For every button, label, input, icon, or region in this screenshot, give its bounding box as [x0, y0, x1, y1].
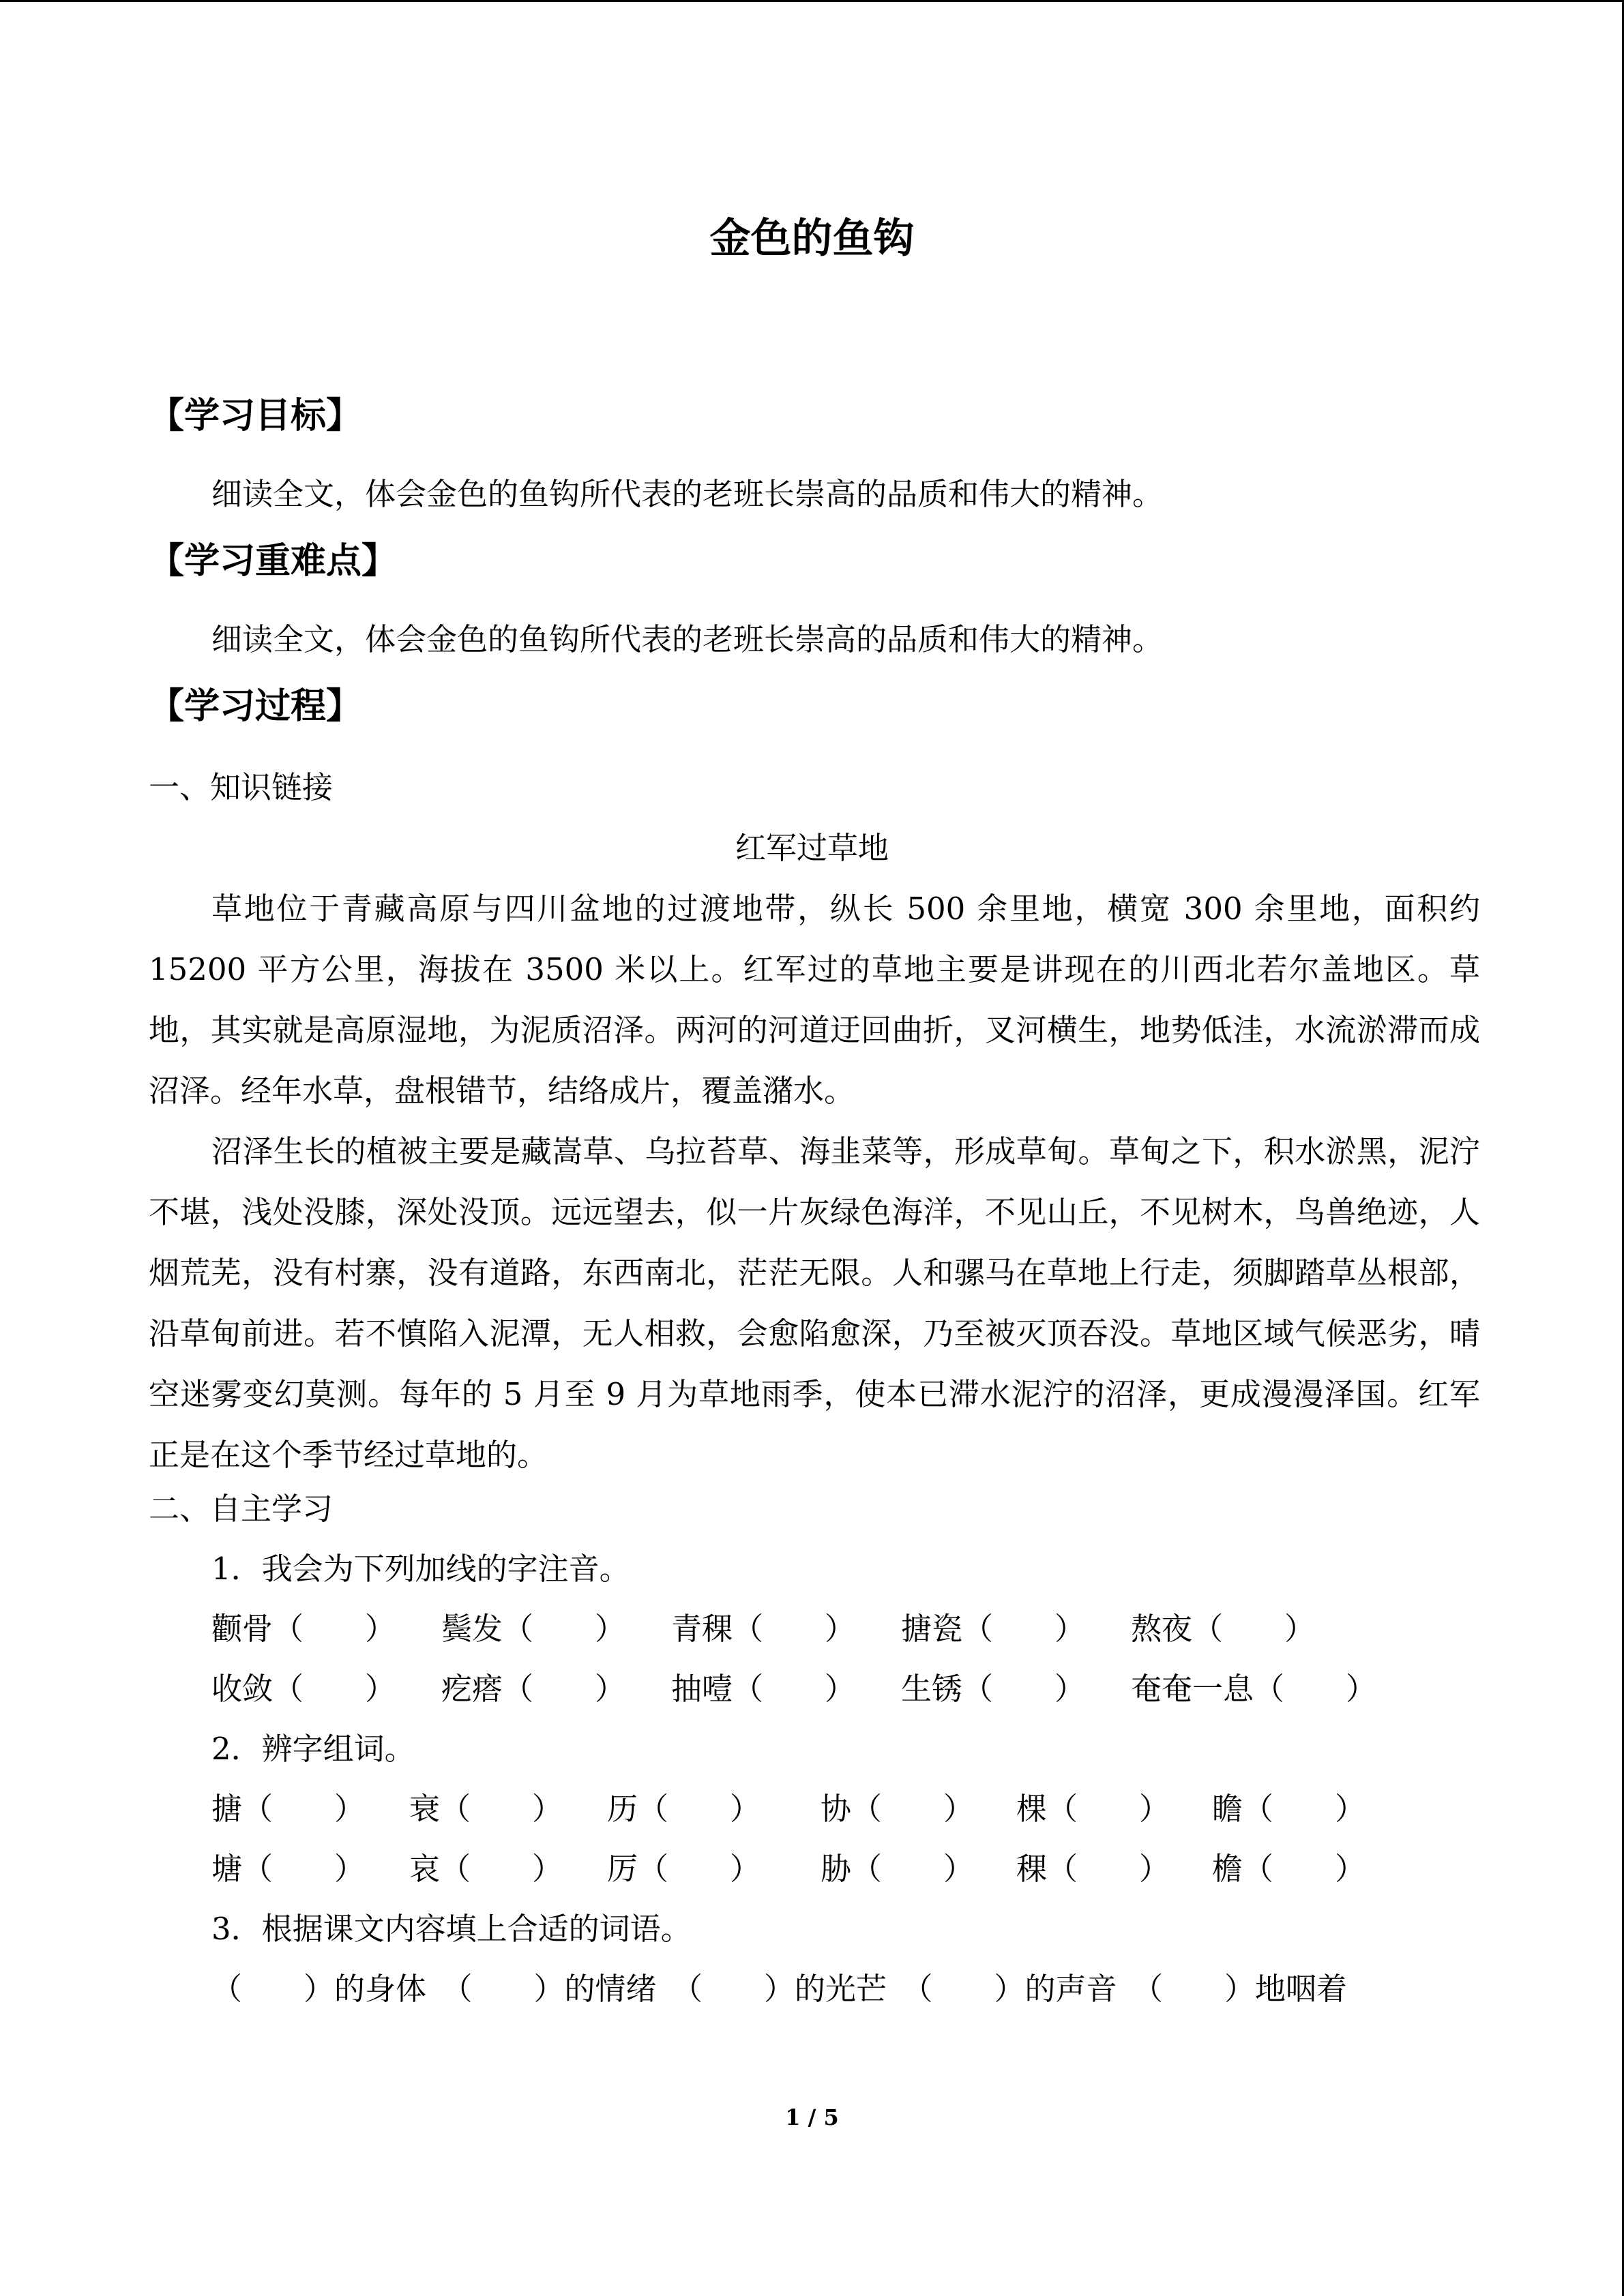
q2-row-1	[211, 1789, 1405, 1830]
section-heading-process: 【学习过程】	[149, 686, 362, 727]
q2-item: 哀（ ）	[409, 1851, 563, 1887]
q2-item: 衰（ ）	[409, 1791, 563, 1827]
q1-item: 奄奄一息（ ）	[1131, 1671, 1377, 1707]
q1-item: 抽噎（ ）	[671, 1671, 856, 1707]
q2-item: 瞻（ ）	[1212, 1791, 1366, 1827]
q2-row-2	[211, 1849, 1405, 1890]
q2-item: 胁（ ）	[821, 1851, 975, 1887]
q1-item: 收敛（ ）	[211, 1671, 396, 1707]
page-title: 金色的鱼钩	[709, 215, 915, 263]
q1-item: 鬓发（ ）	[441, 1611, 626, 1647]
q2-item: 厉（ ）	[607, 1851, 761, 1887]
article-title: 红军过草地	[735, 830, 889, 866]
q1-prompt: 1．我会为下列加线的字注音。	[211, 1551, 630, 1587]
q1-item: 疙瘩（ ）	[441, 1671, 626, 1707]
page-border-top	[0, 0, 1624, 2]
q1-item: 熬夜（ ）	[1131, 1611, 1316, 1647]
q2-item: 历（ ）	[607, 1791, 761, 1827]
q1-row-2	[211, 1669, 1405, 1710]
goal-text: 细读全文，体会金色的鱼钩所代表的老班长崇高的品质和伟大的精神。	[211, 476, 1164, 512]
page-number: 1 / 5	[785, 2104, 839, 2130]
article-paragraph-1: 草地位于青藏高原与四川盆地的过渡地带，纵长 500 余里地，横宽 300 余里地，面积约 15200 平方公里，海拔在 3500 米以上。红军过的草地主要是讲现在的川西北若尔盖地区。草地，其实就是高原湿地，为泥质沼泽。两河的河道迂回曲折，叉河横生，地势低洼，水流淤滞而成沼泽。经年水草，盘根错节，结络成片，覆盖潴水。	[149, 891, 1480, 1109]
q1-item: 青稞（ ）	[671, 1611, 856, 1647]
q2-item: 协（ ）	[821, 1791, 975, 1827]
q3-prompt: 3．根据课文内容填上合适的词语。	[211, 1911, 692, 1947]
part2-label: 二、自主学习	[149, 1491, 334, 1527]
article-paragraph-2: 沼泽生长的植被主要是藏嵩草、乌拉苔草、海韭菜等，形成草甸。草甸之下，积水淤黑，泥泞不堪，浅处没膝，深处没顶。远远望去，似一片灰绿色海洋，不见山丘，不见树木，鸟兽绝迹，人烟荒芜，没有村寨，没有道路，东西南北，茫茫无限。人和骡马在草地上行走，须脚踏草丛根部，沿草甸前进。若不慎陷入泥潭，无人相救，会愈陷愈深，乃至被灭顶吞没。草地区域气候恶劣，晴空迷雾变幻莫测。每年的 5 月至 9 月为草地雨季，使本已滞水泥泞的沼泽，更成漫漫泽国。红军正是在这个季节经过草地的。	[149, 1133, 1480, 1473]
q2-item: 棵（ ）	[1016, 1791, 1170, 1827]
q2-prompt: 2．辨字组词。	[211, 1731, 415, 1767]
section-heading-goal: 【学习目标】	[149, 396, 362, 436]
q1-item: 生锈（ ）	[901, 1671, 1086, 1707]
q2-item: 搪（ ）	[211, 1791, 366, 1827]
key-points-text: 细读全文，体会金色的鱼钩所代表的老班长崇高的品质和伟大的精神。	[211, 621, 1164, 657]
q2-item: 檐（ ）	[1212, 1851, 1366, 1887]
section-heading-key-points: 【学习重难点】	[149, 541, 398, 582]
q1-item: 搪瓷（ ）	[901, 1611, 1086, 1647]
q1-item: 颧骨（ ）	[211, 1611, 396, 1647]
q3-fill-blanks: （ ）的身体 （ ）的情绪 （ ）的光芒 （ ）的声音 （ ）地咽着	[211, 1971, 1348, 2007]
q2-item: 稞（ ）	[1016, 1851, 1170, 1887]
q2-item: 塘（ ）	[211, 1851, 366, 1887]
part1-label: 一、知识链接	[149, 769, 334, 805]
q1-row-1	[211, 1609, 1405, 1650]
